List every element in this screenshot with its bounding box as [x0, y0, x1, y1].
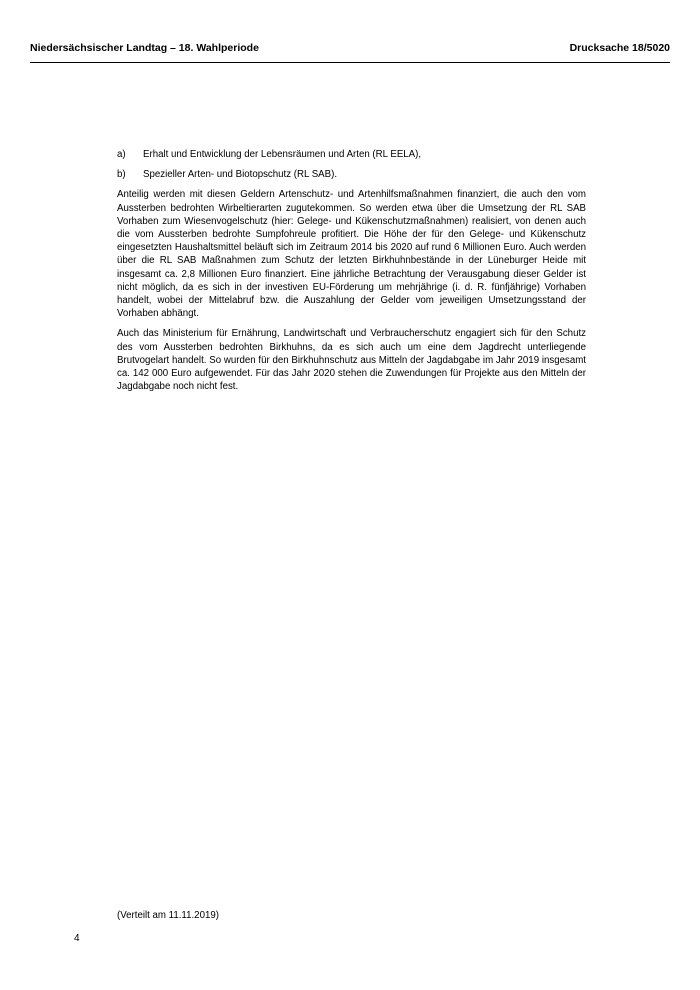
header-document-number: Drucksache 18/5020 [569, 42, 670, 54]
header-parliament-title: Niedersächsischer Landtag – 18. Wahlperiode [30, 42, 259, 54]
list-marker: a) [117, 149, 126, 160]
list-item [117, 168, 586, 181]
list-item-text: Erhalt und Entwicklung der Lebensräumen und Arten (RL EELA), [143, 149, 422, 160]
page-header [30, 38, 670, 63]
paragraph-ministry: Auch das Ministerium für Ernährung, Landwirtschaft und Verbraucherschutz engagiert sich für den Schutz des vom Aussterben bedrohten Birkhuhns, da es sich auch um eine dem Jagdrecht unterliegende Brutvogelart handelt. So wurden für den Birkhuhnschutz aus Mitteln der Jagdabgabe im Jahr 2019 insgesamt ca. 142 000 Euro aufgewendet. Für das Jahr 2020 stehen die Zuwendungen für Projekte aus den Mitteln der Jagdabgabe noch nicht fest. [117, 328, 586, 393]
list-item [117, 148, 586, 161]
paragraph-funding: Anteilig werden mit diesen Geldern Artenschutz- und Artenhilfsmaßnahmen finanziert, die auch den vom Aussterben bedrohten Wirbeltierarten zugutekommen. So werden etwa über die Umsetzung der RL SAB Vorhaben zum Wiesenvogelschutz (hier: Gelege- und Kükenschutzmaßnahmen) realisiert, von denen auch die vom Aussterben bedrohte Sumpfohreule profitiert. Die Höhe der für den Gelege- und Kükenschutz eingesetzten Haushaltsmittel beläuft sich im Zeitraum 2014 bis 2020 auf rund 6 Millionen Euro. Auch werden über die RL SAB Maßnahmen zum Schutz der letzten Birkhuhnbestände in der Lüneburger Heide mit insgesamt ca. 2,8 Millionen Euro finanziert. Eine jährliche Betrachtung der Verausgabung dieser Gelder ist nicht möglich, da es sich in der investiven EU-Förderung um mehrjährige (i. d. R. fünfjährige) Vorhaben handelt, wobei der Mittelabruf bzw. die Auszahlung der Gelder vom jeweiligen Umsetzungsstand der Vorhaben abhängt. [117, 189, 586, 320]
document-body [117, 148, 586, 400]
list-item-text: Spezieller Arten- und Biotopschutz (RL SAB). [143, 169, 338, 181]
page-number: 4 [74, 933, 80, 944]
list-marker: b) [117, 169, 126, 181]
distribution-date: (Verteilt am 11.11.2019) [117, 910, 219, 921]
